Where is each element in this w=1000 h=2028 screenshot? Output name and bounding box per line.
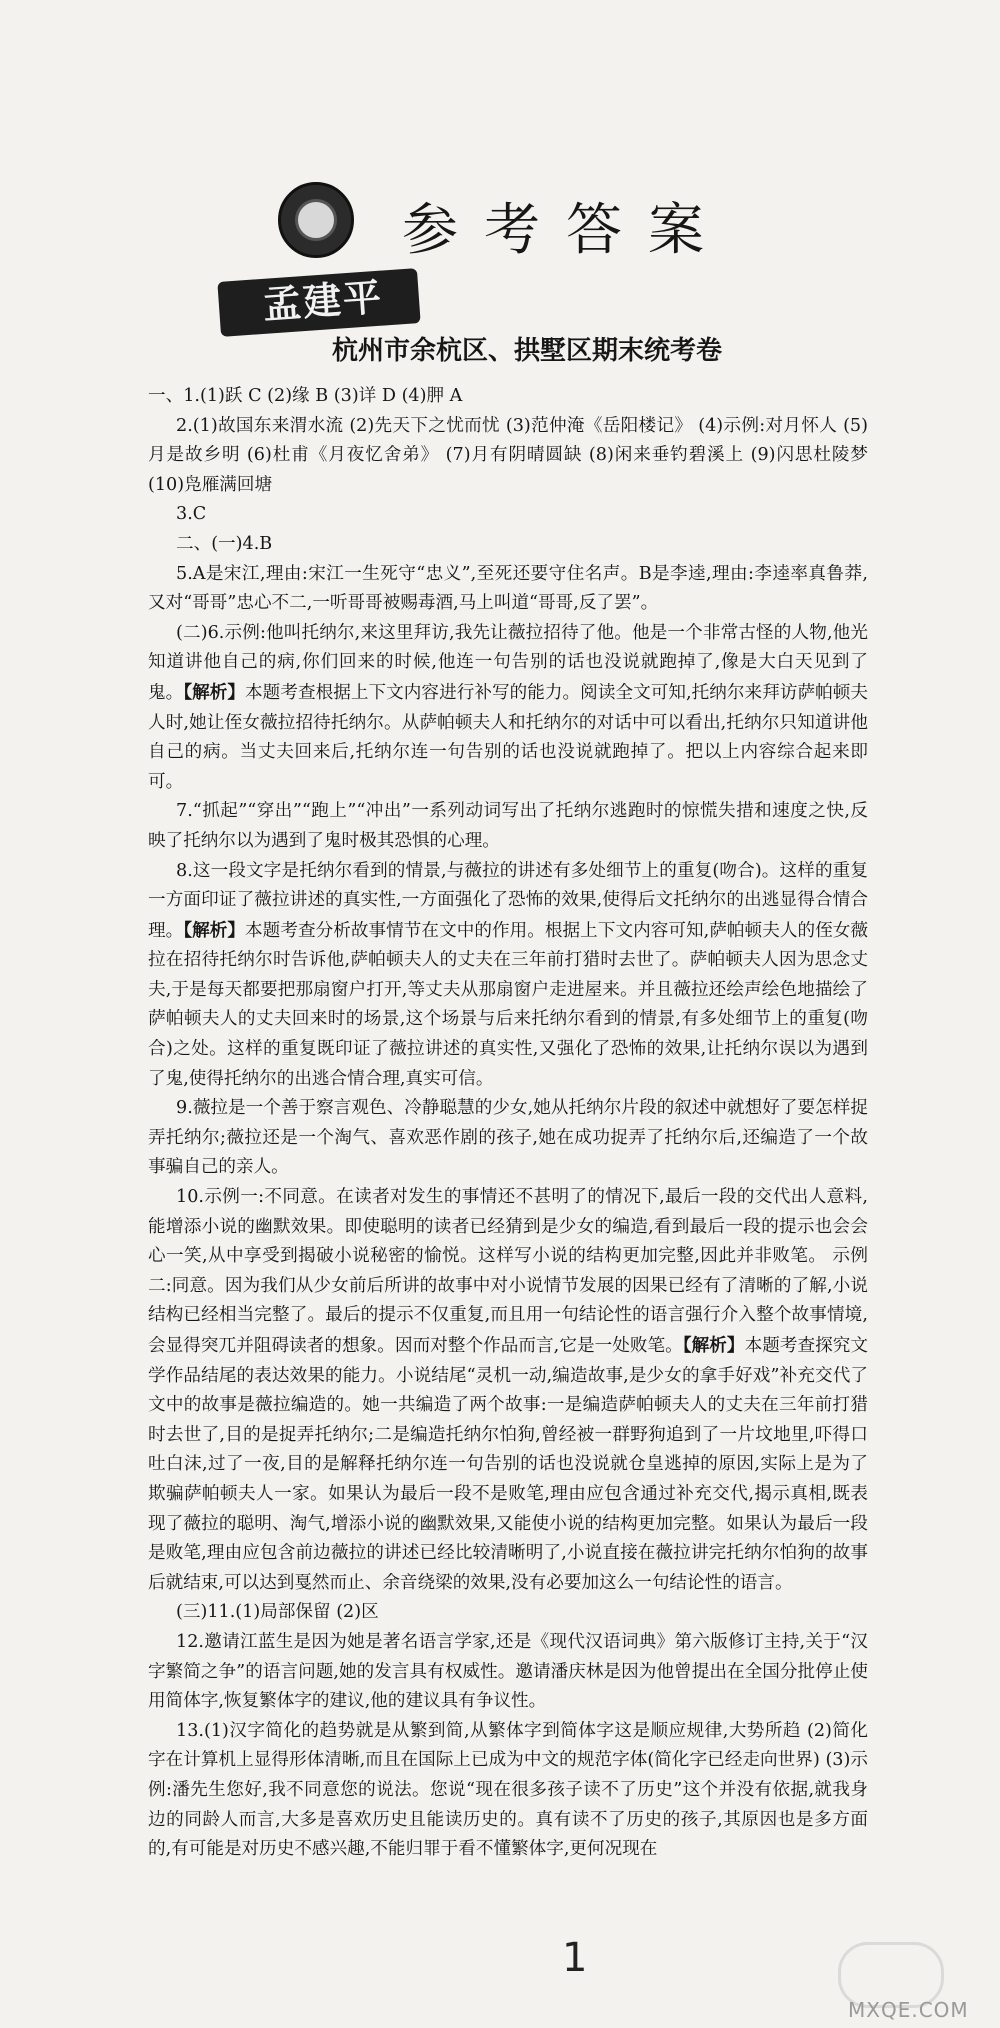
answer-text: 8.这一段文字是托纳尔看到的情景,与薇拉的讲述有多处细节上的重复(吻合)。这样的重复一方面印证了薇拉讲述的真实性,一方面强化了恐怖的效果,使得后文托纳尔的出逃显得合情合理。 bbox=[148, 860, 868, 941]
answer-text: 10.示例一:不同意。在读者对发生的事情还不甚明了的情况下,最后一段的交代出人意料,能增添小说的幽默效果。即使聪明的读者已经猜到是少女的编造,看到最后一段的提示也会会心一笑,从中享受到揭破小说秘密的愉悦。这样写小说的结构更加完整,因此并非败笔。 示例二:同意。因为我们从少女前后所讲的故事中对小说情节发展的因果已经有了清晰的了解,小说结构已经相当完整了。最后的提示不仅重复,而且用一句结论性的语言强行介入整个故事情境,会显得突兀并阻碍读者的想象。因而对整个作品而言,它是一处败笔。 bbox=[148, 1187, 868, 1356]
answer-paragraph bbox=[148, 1628, 868, 1717]
answer-text: (二)6.示例:他叫托纳尔,来这里拜访,我先让薇拉招待了他。他是一个非常古怪的人物,他光知道讲他自己的病,你们回来的时候,他连一句告别的话也没说就跑掉了,像是大白天见到了鬼。 bbox=[148, 622, 868, 703]
answer-text: 7.“抓起”“穿出”“跑上”“冲出”一系列动词写出了托纳尔逃跑时的惊慌失措和速度之快,反映了托纳尔以为遇到了鬼时极其恐惧的心理。 bbox=[148, 801, 868, 851]
logo-text: 孟建平 bbox=[261, 274, 385, 328]
page-number: 1 bbox=[562, 1935, 588, 1981]
answer-paragraph bbox=[148, 412, 868, 501]
answer-text: 3.C bbox=[176, 504, 207, 525]
seal-emblem bbox=[278, 182, 354, 258]
answer-paragraph bbox=[148, 857, 868, 1095]
analysis-tag: 【解析】 bbox=[682, 1335, 745, 1356]
analysis-text: 本题考查根据上下文内容进行补写的能力。阅读全文可知,托纳尔来拜访萨帕顿夫人时,她让侄女薇拉招待托纳尔。从萨帕顿夫人和托纳尔的对话中可以看出,托纳尔只知道讲他自己的病。当丈夫回来后,托纳尔连一句告别的话也没说就跑掉了。把以上内容综合起来即可。 bbox=[148, 682, 868, 792]
answer-text: 5.A是宋江,理由:宋江一生死守“忠义”,至死还要守住名声。B是李逵,理由:李逵率真鲁莽,又对“哥哥”忠心不二,一听哥哥被赐毒酒,马上叫道“哥哥,反了罢”。 bbox=[148, 563, 868, 614]
answer-body bbox=[148, 382, 868, 1865]
answer-paragraph bbox=[148, 530, 868, 560]
answer-paragraph bbox=[148, 1183, 868, 1598]
publisher-logo bbox=[93, 90, 385, 328]
answer-paragraph bbox=[148, 797, 868, 856]
analysis-text: 本题考查分析故事情节在文中的作用。根据上下文内容可知,萨帕顿夫人的侄女薇拉在招待托纳尔时告诉他,萨帕顿夫人的丈夫在三年前打猎时去世了。萨帕顿夫人因为思念丈夫,于是每天都要把那扇窗户打开,等丈夫从那扇窗户走进屋来。并且薇拉还绘声绘色地描绘了萨帕顿夫人的丈夫回来时的场景,这个场景与后来托纳尔看到的情景,有多处细节上的重复(吻合)之处。这样的重复既印证了薇拉讲述的真实性,又强化了恐怖的效果,让托纳尔误以为遇到了鬼,使得托纳尔的出逃合情合理,真实可信。 bbox=[148, 920, 868, 1089]
answer-paragraph bbox=[148, 500, 868, 530]
answer-paragraph bbox=[148, 560, 868, 619]
analysis-text: 本题考查探究文学作品结尾的表达效果的能力。小说结尾“灵机一动,编造故事,是少女的拿手好戏”补充交代了文中的故事是薇拉编造的。她一共编造了两个故事:一是编造萨帕顿夫人的丈夫在三年前打猎时去世了,目的是捉弄托纳尔;二是编造托纳尔怕狗,曾经被一群野狗追到了一片坟地里,吓得口吐白沫,过了一夜,目的是解释托纳尔连一句告别的话也没说就仓皇逃掉的原因,实际上是为了欺骗萨帕顿夫人一家。如果认为最后一段不是败笔,理由应包含通过补充交代,揭示真相,既表现了薇拉的聪明、淘气,增添小说的幽默效果,又能使小说的结构更加完整。如果认为最后一段是败笔,理由应包含前边薇拉的讲述已经比较清晰明了,小说直接在薇拉讲完托纳尔怕狗的故事后就结束,可以达到戛然而止、余音绕梁的效果,没有必要加这么一句结论性的语言。 bbox=[148, 1336, 868, 1593]
answer-text: 2.(1)故国东来渭水流 (2)先天下之忧而忧 (3)范仲淹《岳阳楼记》 (4)示例:对月怀人 (5)月是故乡明 (6)杜甫《月夜忆舍弟》 (7)月有阴晴圆缺 (8)闲来垂钓碧溪上 (9)闪思杜陵梦 (10)凫雁满回塘 bbox=[148, 415, 868, 495]
exam-subtitle: 杭州市余杭区、拱墅区期末统考卷 bbox=[332, 336, 723, 366]
answer-paragraph bbox=[148, 619, 868, 798]
answer-paragraph bbox=[148, 1717, 868, 1865]
analysis-tag: 【解析】 bbox=[183, 919, 246, 941]
answer-paragraph bbox=[148, 382, 868, 412]
answer-text: 12.邀请江蓝生是因为她是著名语言学家,还是《现代汉语词典》第六版修订主持,关于“汉字繁简之争”的语言问题,她的发言具有权威性。邀请潘庆林是因为他曾提出在全国分批停止使用简体字,恢复繁体字的建议,他的建议具有争议性。 bbox=[148, 1631, 868, 1712]
answer-text: 13.(1)汉字简化的趋势就是从繁到简,从繁体字到简体字这是顺应规律,大势所趋 (2)简化字在计算机上显得形体清晰,而且在国际上已成为中文的规范字体(简化字已经走向世界) (3)示例:潘先生您好,我不同意您的说法。您说“现在很多孩子读不了历史”这个并没有依据,就我身边的同龄人而言,大多是喜欢历史且能读历史的。真有读不了历史的孩子,其原因也是多方面的,有可能是对历史不感兴趣,不能归罪于看不懂繁体字,更何况现在 bbox=[148, 1720, 868, 1860]
answer-text: 一、1.(1)跃 C (2)缘 B (3)详 D (4)胛 A bbox=[148, 386, 463, 406]
answer-text: 9.薇拉是一个善于察言观色、冷静聪慧的少女,她从托纳尔片段的叙述中就想好了要怎样捉弄托纳尔;薇拉还是一个淘气、喜欢恶作剧的孩子,她在成功捉弄了托纳尔后,还编造了一个故事骗自己的亲人。 bbox=[148, 1098, 868, 1178]
page-title: 参考答案 bbox=[402, 198, 730, 263]
analysis-tag: 【解析】 bbox=[183, 681, 246, 703]
answer-text: 二、(一)4.B bbox=[176, 533, 273, 554]
answer-paragraph bbox=[148, 1094, 868, 1183]
watermark-text: MXQE.COM bbox=[848, 1998, 969, 2022]
answer-text: (三)11.(1)局部保留 (2)区 bbox=[176, 1602, 379, 1623]
answer-paragraph bbox=[148, 1598, 868, 1628]
